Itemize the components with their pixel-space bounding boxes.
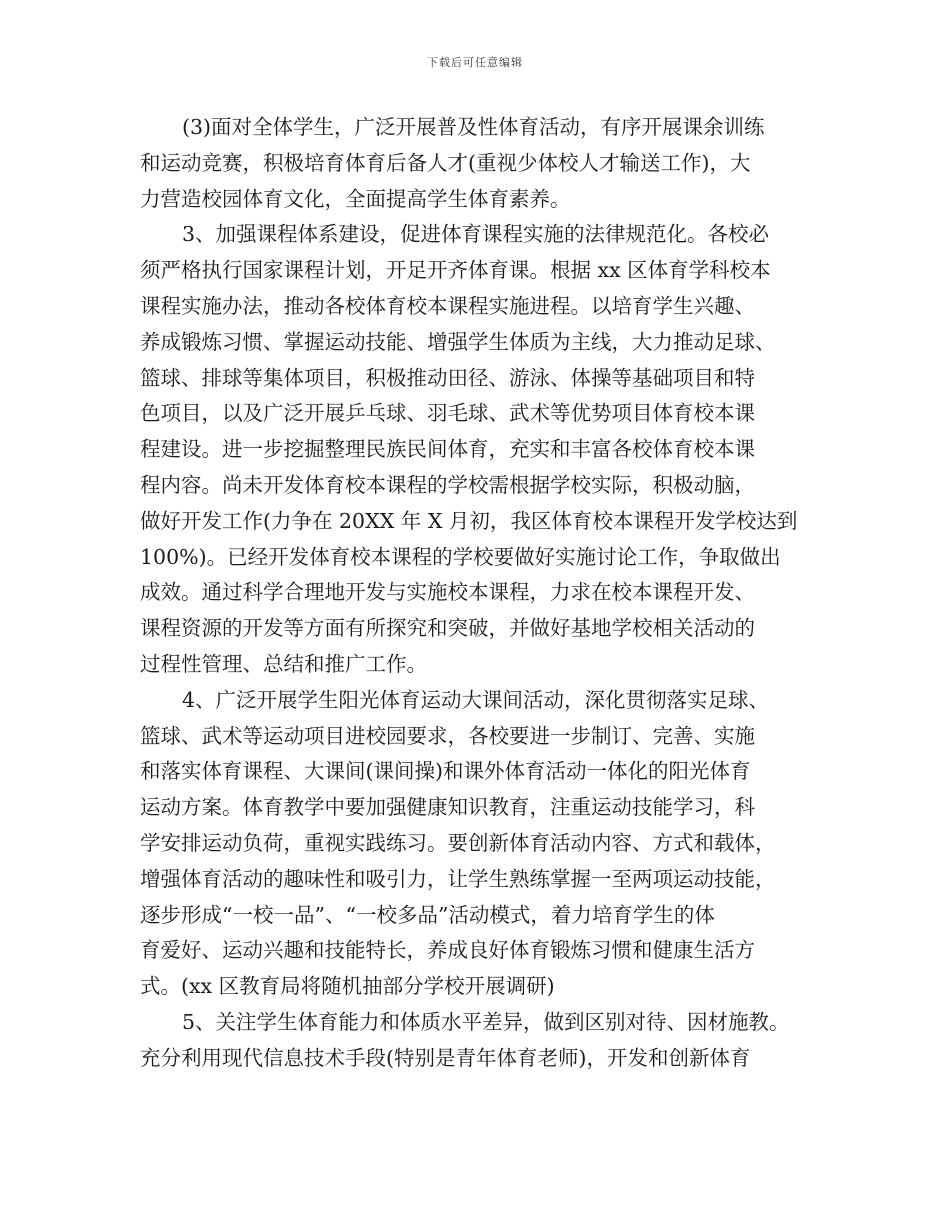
paragraph-sub-item-3: [140, 110, 820, 217]
text-line: 课程资源的开发等方面有所探究和突破，并做好基地学校相关活动的: [140, 616, 755, 641]
text-line: 运动方案。体育教学中要加强健康知识教育，注重运动技能学习，科: [140, 795, 755, 820]
text-line: (3)面对全体学生，广泛开展普及性体育活动，有序开展课余训练: [182, 115, 765, 139]
paragraph-item-4: [140, 683, 820, 1005]
text-line: 篮球、排球等集体项目，积极推动田径、游泳、体操等基础项目和特: [140, 365, 755, 390]
text-line: 5、关注学生体育能力和体质水平差异，做到区别对待、因材施教。: [182, 1009, 790, 1034]
document-body: [140, 110, 820, 1077]
text-line: 成效。通过科学合理地开发与实施校本课程，力求在校本课程开发、: [140, 580, 755, 605]
text-line: 3、加强课程体系建设，促进体育课程实施的法律规范化。各校必: [182, 222, 770, 247]
text-line: 充分利用现代信息技术手段(特别是青年体育老师)，开发和创新体育: [140, 1045, 751, 1070]
text-line: 篮球、武术等运动项目进校园要求，各校要进一步制订、完善、实施: [140, 723, 755, 748]
text-line: 育爱好、运动兴趣和技能特长，养成良好体育锻炼习惯和健康生活方: [140, 938, 755, 963]
text-line: 和运动竞赛，积极培育体育后备人才(重视少体校人才输送工作)，大: [140, 150, 751, 175]
text-line: 程建设。进一步挖掘整理民族民间体育，充实和丰富各校体育校本课: [140, 437, 755, 462]
text-line: 4、广泛开展学生阳光体育运动大课间活动，深化贯彻落实足球、: [182, 687, 770, 712]
text-line: 程内容。尚未开发体育校本课程的学校需根据学校实际，积极动脑，: [140, 472, 755, 497]
text-line: 过程性管理、总结和推广工作。: [140, 651, 427, 676]
text-line: 式。(xx 区教育局将随机抽部分学校开展调研): [140, 974, 555, 999]
text-line: 课程实施办法，推动各校体育校本课程实施进程。以培育学生兴趣、: [140, 293, 755, 318]
text-line: 逐步形成“一校一品”、“一校多品”活动模式，着力培育学生的体: [140, 902, 715, 927]
text-line: 力营造校园体育文化，全面提高学生体育素养。: [140, 186, 571, 211]
paragraph-item-3: [140, 217, 820, 682]
text-line: 做好开发工作(力争在 20XX 年 X 月初，我区体育校本课程开发学校达到: [140, 508, 798, 533]
text-line: 学安排运动负荷，重视实践练习。要创新体育活动内容、方式和载体，: [140, 830, 776, 855]
paragraph-item-5: [140, 1005, 820, 1077]
text-line: 须严格执行国家课程计划，开足开齐体育课。根据 xx 区体育学科校本: [140, 258, 771, 283]
text-line: 和落实体育课程、大课间(课间操)和课外体育活动一体化的阳光体育: [140, 759, 751, 784]
text-line: 色项目，以及广泛开展乒乓球、羽毛球、武术等优势项目体育校本课: [140, 401, 755, 426]
text-line: 100%)。已经开发体育校本课程的学校要做好实施讨论工作，争取做出: [140, 544, 781, 569]
text-line: 增强体育活动的趣味性和吸引力，让学生熟练掌握一至两项运动技能，: [140, 866, 776, 891]
text-line: 养成锻炼习惯、掌握运动技能、增强学生体质为主线，大力推动足球、: [140, 329, 776, 354]
page-header-note: 下载后可任意编辑: [427, 56, 523, 69]
